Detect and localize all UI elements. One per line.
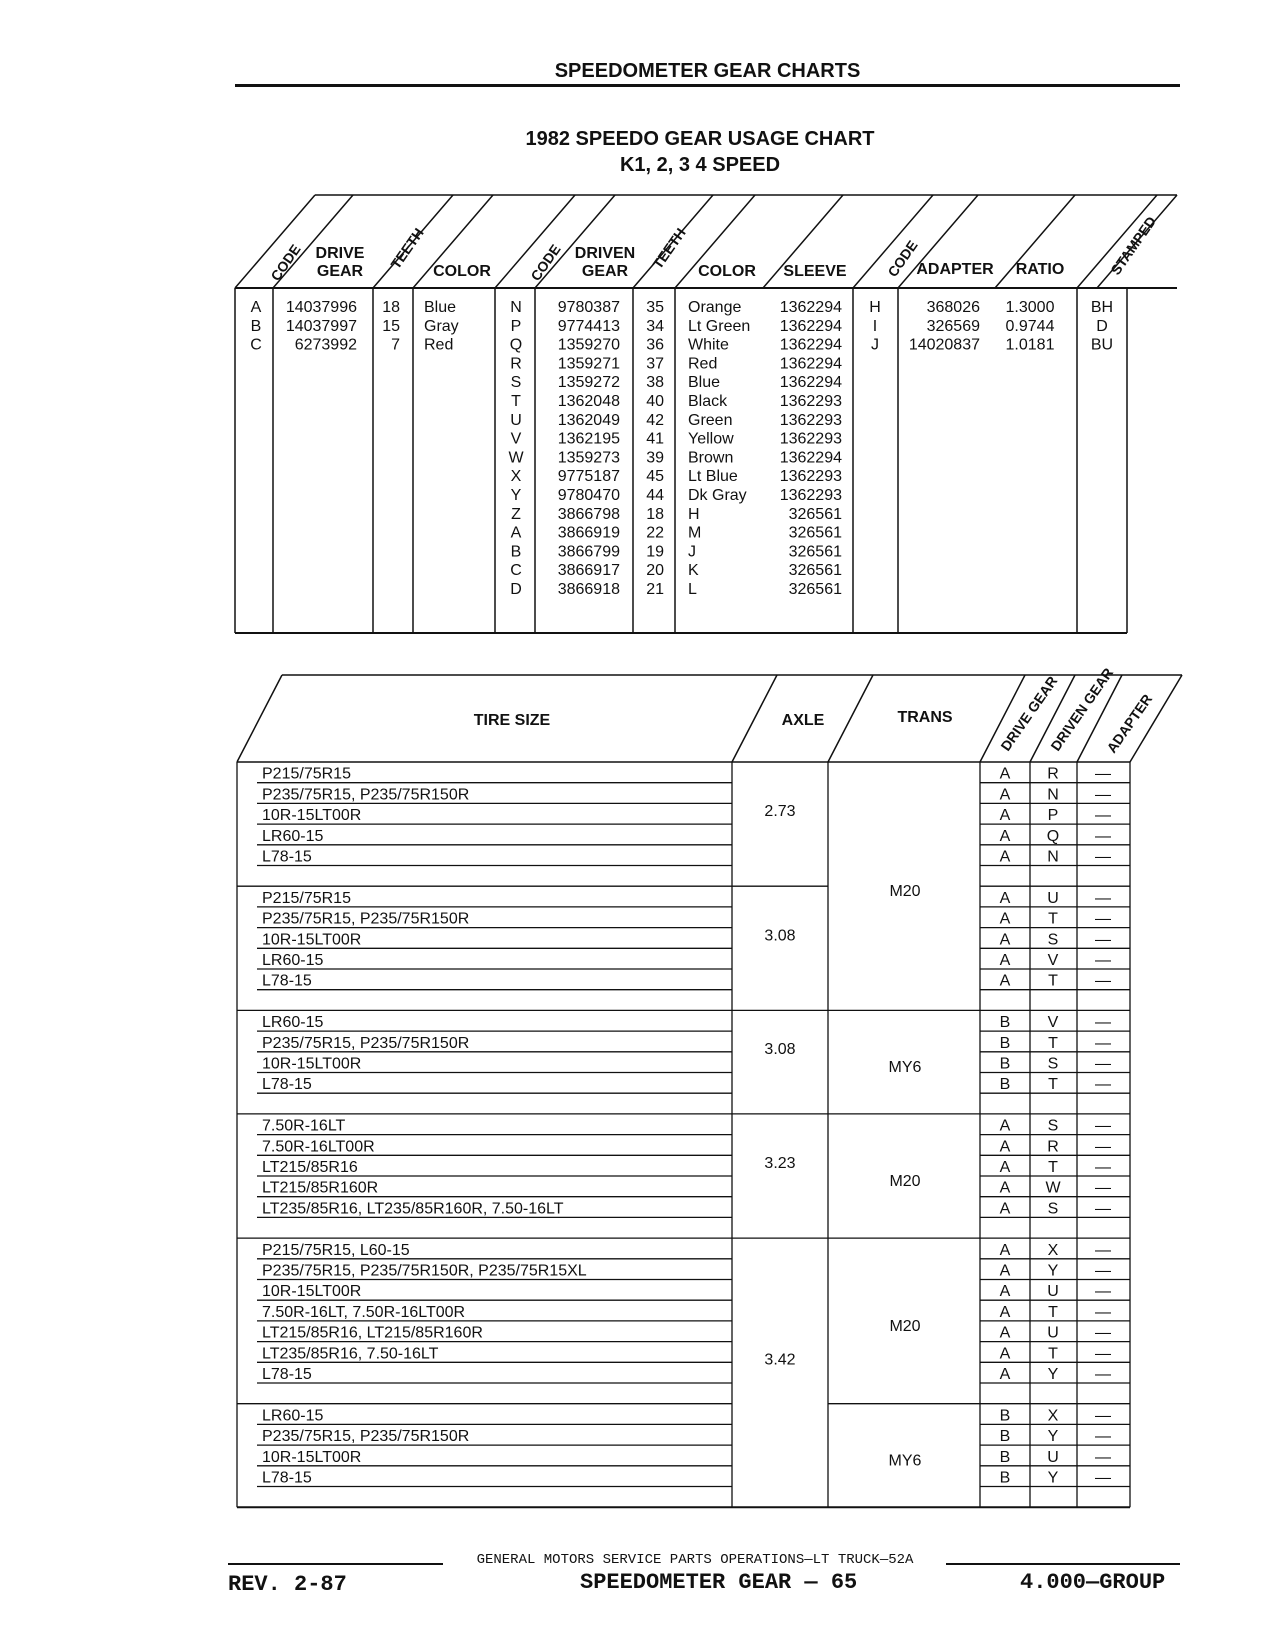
adapter-cell: — xyxy=(1095,1366,1111,1383)
sleeve-part: 1362294 xyxy=(779,355,842,373)
drive-code: A xyxy=(250,299,262,316)
footer-rule-right xyxy=(946,1563,1180,1565)
sleeve-part: 1362294 xyxy=(779,336,842,354)
driven-teeth: 21 xyxy=(646,581,664,598)
drive-gear-cell: B xyxy=(999,1076,1011,1094)
adapter-cell: — xyxy=(1095,1345,1111,1363)
driven-gear-part: 3866798 xyxy=(557,505,620,523)
driven-gear-part: 9780470 xyxy=(557,487,620,504)
driven-teeth: 34 xyxy=(646,317,664,335)
adapter-cell: — xyxy=(1095,848,1111,866)
adapter-cell: — xyxy=(1095,889,1111,907)
adapter-part: 14020837 xyxy=(908,336,980,354)
driven-gear-part: 1359270 xyxy=(557,336,620,354)
tire-size-cell: LR60-15 xyxy=(262,1407,324,1425)
tire-size-cell: 10R-15LT00R xyxy=(262,1055,362,1073)
driven-gear-cell: R xyxy=(1047,1138,1059,1156)
col-adapter-code: ADAPTER xyxy=(1103,691,1156,756)
adapter-part: 368026 xyxy=(926,299,980,316)
ratio: 1.0181 xyxy=(1005,336,1055,354)
drive-gear-part: 6273992 xyxy=(294,336,357,354)
driven-color: Yellow xyxy=(688,430,734,448)
driven-code: S xyxy=(510,374,522,392)
sleeve-part: 1362293 xyxy=(779,430,842,448)
adapter-part: 326569 xyxy=(926,317,980,335)
sleeve-part: 326561 xyxy=(788,524,842,542)
col-trans: TRANS xyxy=(897,709,953,726)
chart-subtitle: K1, 2, 3 4 SPEED xyxy=(619,154,781,176)
drive-gear-cell: A xyxy=(999,1262,1011,1280)
col-color-1: COLOR xyxy=(433,263,491,280)
drive-gear-cell: A xyxy=(999,1303,1011,1321)
adapter-cell: — xyxy=(1095,1324,1111,1342)
drive-gear-cell: A xyxy=(999,1117,1011,1135)
drive-gear-cell: A xyxy=(999,931,1011,949)
sleeve-part: 326561 xyxy=(788,581,842,598)
driven-color: Green xyxy=(688,411,733,429)
driven-color: Brown xyxy=(688,449,734,467)
driven-gear-cell: V xyxy=(1047,1014,1059,1032)
drive-teeth: 15 xyxy=(382,317,400,335)
tire-size-table xyxy=(0,640,1280,1540)
adapter-cell: — xyxy=(1095,1303,1111,1321)
col-driven-gear-1: DRIVEN xyxy=(574,245,636,262)
driven-teeth: 36 xyxy=(646,336,664,354)
tire-size-cell: 7.50R-16LT00R xyxy=(262,1138,375,1156)
adapter-cell: — xyxy=(1095,1034,1111,1052)
adapter-code: I xyxy=(872,317,878,335)
driven-color: Black xyxy=(688,393,728,410)
col-stamped: STAMPED xyxy=(1107,213,1160,278)
driven-gear-cell: T xyxy=(1048,972,1058,990)
drive-teeth: 18 xyxy=(382,299,400,316)
col-color-2: COLOR xyxy=(698,263,756,280)
driven-code: D xyxy=(510,581,522,598)
col-teeth-1: TEETH xyxy=(387,224,427,272)
trans-cell: M20 xyxy=(889,883,921,901)
driven-gear-cell: P xyxy=(1047,807,1059,825)
col-drive-gear: DRIVE GEAR xyxy=(997,673,1061,754)
driven-gear-cell: Q xyxy=(1046,827,1060,845)
drive-gear-cell: A xyxy=(999,910,1011,928)
driven-color: Orange xyxy=(688,299,742,316)
drive-gear-cell: A xyxy=(999,1241,1011,1259)
driven-teeth: 39 xyxy=(646,449,664,467)
driven-gear-cell: S xyxy=(1047,1117,1059,1135)
adapter-cell: — xyxy=(1095,1407,1111,1425)
driven-gear-cell: W xyxy=(1045,1179,1061,1197)
driven-gear-part: 1362049 xyxy=(557,411,620,429)
tire-size-cell: L78-15 xyxy=(262,1366,312,1383)
page-title: SPEEDOMETER GEAR CHARTS xyxy=(554,60,861,82)
tire-size-cell: L78-15 xyxy=(262,848,312,866)
driven-gear-cell: T xyxy=(1048,1076,1058,1094)
adapter-cell: — xyxy=(1095,1428,1111,1446)
col-sleeve: SLEEVE xyxy=(783,263,847,280)
driven-code: Z xyxy=(511,505,521,523)
trans-cell: M20 xyxy=(889,1317,921,1335)
tire-size-cell: LT215/85R160R xyxy=(262,1179,379,1197)
tire-size-cell: 7.50R-16LT, 7.50R-16LT00R xyxy=(262,1303,466,1321)
driven-code: V xyxy=(510,430,522,448)
drive-color: Gray xyxy=(424,317,459,335)
tire-size-cell: LT235/85R16, 7.50-16LT xyxy=(262,1345,439,1363)
trans-cell: MY6 xyxy=(888,1452,922,1470)
footer-title: SPEEDOMETER GEAR — 65 xyxy=(580,1570,858,1595)
sleeve-part: 1362294 xyxy=(779,449,842,467)
tire-size-cell: 10R-15LT00R xyxy=(262,807,362,825)
driven-teeth: 40 xyxy=(646,393,664,410)
tire-size-cell: P235/75R15, P235/75R150R xyxy=(262,1034,470,1052)
driven-gear-cell: N xyxy=(1047,786,1059,804)
adapter-cell: — xyxy=(1095,910,1111,928)
driven-color: M xyxy=(688,524,702,542)
driven-teeth: 37 xyxy=(646,355,664,373)
tire-size-cell: 10R-15LT00R xyxy=(262,1283,362,1301)
drive-gear-part: 14037996 xyxy=(285,299,357,316)
driven-gear-part: 1359272 xyxy=(557,374,620,392)
drive-gear-cell: A xyxy=(999,765,1011,783)
drive-gear-cell: B xyxy=(999,1055,1011,1073)
adapter-cell: — xyxy=(1095,1179,1111,1197)
driven-color: Blue xyxy=(688,374,721,392)
driven-teeth: 45 xyxy=(646,468,664,486)
driven-gear-part: 1362048 xyxy=(557,393,620,410)
drive-code: B xyxy=(250,317,262,335)
adapter-code: J xyxy=(871,336,879,354)
adapter-cell: — xyxy=(1095,931,1111,949)
axle-cell: 3.42 xyxy=(764,1351,796,1369)
stamped: BH xyxy=(1090,299,1114,316)
drive-gear-cell: A xyxy=(999,972,1011,990)
adapter-cell: — xyxy=(1095,807,1111,825)
driven-teeth: 44 xyxy=(646,487,664,504)
chart-title: 1982 SPEEDO GEAR USAGE CHART xyxy=(525,128,875,150)
driven-gear-part: 9774413 xyxy=(557,317,620,335)
tire-size-cell: LR60-15 xyxy=(262,827,324,845)
drive-gear-cell: A xyxy=(999,848,1011,866)
driven-teeth: 18 xyxy=(646,505,664,523)
driven-gear-part: 1362195 xyxy=(557,430,620,448)
drive-gear-cell: B xyxy=(999,1014,1011,1032)
adapter-cell: — xyxy=(1095,1200,1111,1218)
drive-gear-cell: A xyxy=(999,1138,1011,1156)
col-drive-gear-1: DRIVE xyxy=(315,245,365,262)
driven-code: X xyxy=(510,468,522,486)
trans-cell: M20 xyxy=(889,1173,921,1190)
driven-color: Red xyxy=(688,355,718,373)
col-code-1: CODE xyxy=(267,241,304,284)
col-tire-size: TIRE SIZE xyxy=(473,712,551,729)
driven-gear-cell: S xyxy=(1047,1055,1059,1073)
driven-gear-cell: T xyxy=(1048,1034,1058,1052)
driven-code: P xyxy=(510,317,522,335)
footer-line: GENERAL MOTORS SERVICE PARTS OPERATIONS—LT TRUCK—52A xyxy=(476,1552,914,1568)
sleeve-part: 326561 xyxy=(788,562,842,580)
col-code-3: CODE xyxy=(884,237,921,280)
adapter-cell: — xyxy=(1095,1055,1111,1073)
col-driven-gear: DRIVEN GEAR xyxy=(1047,664,1117,754)
driven-gear-cell: U xyxy=(1047,1283,1059,1301)
axle-cell: 3.23 xyxy=(764,1155,796,1172)
driven-code: A xyxy=(510,524,522,542)
driven-gear-part: 3866799 xyxy=(557,543,620,561)
col-drive-gear-2: GEAR xyxy=(316,263,364,280)
adapter-cell: — xyxy=(1095,1241,1111,1259)
adapter-code: H xyxy=(869,299,881,316)
driven-gear-cell: U xyxy=(1047,1324,1059,1342)
drive-gear-cell: A xyxy=(999,1366,1011,1383)
driven-color: Lt Blue xyxy=(688,468,738,486)
driven-gear-part: 3866918 xyxy=(557,581,620,598)
driven-code: N xyxy=(510,299,522,316)
driven-color: L xyxy=(688,581,697,598)
sleeve-part: 1362293 xyxy=(779,487,842,504)
adapter-cell: — xyxy=(1095,765,1111,783)
sleeve-part: 326561 xyxy=(788,543,842,561)
tire-size-cell: P235/75R15, P235/75R150R xyxy=(262,910,470,928)
drive-gear-cell: B xyxy=(999,1469,1011,1487)
driven-gear-part: 3866919 xyxy=(557,524,620,542)
tire-table-rows xyxy=(237,762,1130,1507)
axle-cell: 3.08 xyxy=(764,1041,796,1059)
driven-code: W xyxy=(508,449,524,467)
sleeve-part: 1362294 xyxy=(779,299,842,316)
drive-gear-cell: A xyxy=(999,1200,1011,1218)
driven-code: C xyxy=(510,562,522,580)
ratio: 1.3000 xyxy=(1005,299,1055,316)
driven-code: U xyxy=(510,411,522,429)
tire-size-cell: LR60-15 xyxy=(262,1014,324,1032)
adapter-cell: — xyxy=(1095,786,1111,804)
tire-size-cell: L78-15 xyxy=(262,1076,312,1094)
driven-color: K xyxy=(688,562,699,580)
drive-gear-part: 14037997 xyxy=(285,317,357,335)
tire-size-cell: LT215/85R16, LT215/85R160R xyxy=(262,1324,483,1342)
gear-usage-chart xyxy=(0,0,1280,640)
tire-size-cell: P235/75R15, P235/75R150R, P235/75R15XL xyxy=(262,1262,587,1280)
driven-gear-cell: T xyxy=(1048,910,1058,928)
driven-gear-cell: Y xyxy=(1047,1262,1059,1280)
driven-code: T xyxy=(511,393,521,410)
tire-table-grid xyxy=(237,762,1130,1507)
adapter-cell: — xyxy=(1095,1014,1111,1032)
driven-teeth: 41 xyxy=(646,430,664,448)
tire-size-cell: P235/75R15, P235/75R150R xyxy=(262,1428,470,1446)
driven-color: H xyxy=(688,505,700,523)
driven-gear-cell: T xyxy=(1048,1345,1058,1363)
tire-size-cell: 7.50R-16LT xyxy=(262,1117,346,1135)
tire-size-cell: 10R-15LT00R xyxy=(262,1448,362,1466)
driven-gear-part: 9780387 xyxy=(557,299,620,316)
axle-cell: 3.08 xyxy=(764,927,796,945)
tire-size-cell: LR60-15 xyxy=(262,952,324,969)
sleeve-part: 1362293 xyxy=(779,411,842,429)
driven-gear-cell: S xyxy=(1047,1200,1059,1218)
group-number: 4.000—GROUP xyxy=(1020,1570,1166,1595)
adapter-cell: — xyxy=(1095,827,1111,845)
tire-size-cell: P215/75R15 xyxy=(262,765,351,783)
driven-gear-cell: S xyxy=(1047,931,1059,949)
driven-code: Q xyxy=(509,336,523,354)
tire-size-cell: P235/75R15, P235/75R150R xyxy=(262,786,470,804)
drive-teeth: 7 xyxy=(391,336,400,354)
sleeve-part: 1362294 xyxy=(779,317,842,335)
driven-teeth: 20 xyxy=(646,562,664,580)
adapter-cell: — xyxy=(1095,1138,1111,1156)
drive-code: C xyxy=(250,336,262,354)
sleeve-part: 1362293 xyxy=(779,393,842,410)
adapter-cell: — xyxy=(1095,952,1111,969)
driven-gear-cell: T xyxy=(1048,1303,1058,1321)
driven-gear-cell: V xyxy=(1047,952,1059,969)
tire-size-cell: LT235/85R16, LT235/85R160R, 7.50-16LT xyxy=(262,1200,564,1218)
trans-cell: MY6 xyxy=(888,1059,922,1077)
driven-gear-cell: T xyxy=(1048,1159,1058,1176)
drive-gear-cell: B xyxy=(999,1407,1011,1425)
drive-color: Red xyxy=(424,336,454,354)
adapter-cell: — xyxy=(1095,1117,1111,1135)
driven-teeth: 22 xyxy=(646,524,664,542)
driven-color: White xyxy=(688,336,729,354)
driven-gear-part: 9775187 xyxy=(557,468,620,486)
axle-cell: 2.73 xyxy=(764,803,796,821)
driven-code: Y xyxy=(510,487,522,504)
driven-gear-part: 1359273 xyxy=(557,449,620,467)
col-code-2: CODE xyxy=(527,241,564,284)
drive-gear-cell: A xyxy=(999,1179,1011,1197)
col-ratio: RATIO xyxy=(1015,261,1065,278)
footer-rule-left xyxy=(228,1563,443,1565)
drive-gear-cell: A xyxy=(999,1283,1011,1301)
drive-gear-cell: A xyxy=(999,827,1011,845)
tire-size-cell: 10R-15LT00R xyxy=(262,931,362,949)
sleeve-part: 326561 xyxy=(788,505,842,523)
driven-gear-cell: U xyxy=(1047,1448,1059,1466)
drive-gear-cell: A xyxy=(999,786,1011,804)
col-adapter: ADAPTER xyxy=(916,261,994,278)
drive-gear-cell: A xyxy=(999,1159,1011,1176)
drive-gear-cell: B xyxy=(999,1428,1011,1446)
driven-gear-cell: Y xyxy=(1047,1366,1059,1383)
driven-color: Lt Green xyxy=(688,317,751,335)
drive-gear-cell: A xyxy=(999,1324,1011,1342)
tire-size-cell: P215/75R15, L60-15 xyxy=(262,1241,410,1259)
sleeve-part: 1362293 xyxy=(779,468,842,486)
adapter-cell: — xyxy=(1095,1262,1111,1280)
stamped: BU xyxy=(1090,336,1114,354)
stamped: D xyxy=(1096,317,1108,335)
driven-color: Dk Gray xyxy=(688,487,747,504)
drive-gear-cell: A xyxy=(999,1345,1011,1363)
driven-gear-part: 3866917 xyxy=(557,562,620,580)
driven-gear-cell: R xyxy=(1047,765,1059,783)
driven-gear-cell: X xyxy=(1047,1241,1059,1259)
tire-size-cell: L78-15 xyxy=(262,972,312,990)
drive-gear-cell: A xyxy=(999,807,1011,825)
driven-code: B xyxy=(510,543,522,561)
drive-color: Blue xyxy=(424,299,457,316)
sleeve-part: 1362294 xyxy=(779,374,842,392)
adapter-cell: — xyxy=(1095,1159,1111,1176)
drive-gear-cell: B xyxy=(999,1034,1011,1052)
adapter-cell: — xyxy=(1095,1076,1111,1094)
driven-gear-cell: X xyxy=(1047,1407,1059,1425)
adapter-cell: — xyxy=(1095,1469,1111,1487)
driven-teeth: 19 xyxy=(646,543,664,561)
driven-code: R xyxy=(510,355,522,373)
driven-teeth: 38 xyxy=(646,374,664,392)
driven-gear-cell: N xyxy=(1047,848,1059,866)
driven-gear-cell: Y xyxy=(1047,1428,1059,1446)
tire-size-cell: P215/75R15 xyxy=(262,889,351,907)
driven-gear-cell: U xyxy=(1047,889,1059,907)
revision: REV. 2-87 xyxy=(228,1572,347,1597)
driven-gear-cell: Y xyxy=(1047,1469,1059,1487)
adapter-cell: — xyxy=(1095,972,1111,990)
gear-chart-rows xyxy=(250,299,1113,598)
adapter-cell: — xyxy=(1095,1448,1111,1466)
tire-size-cell: L78-15 xyxy=(262,1469,312,1487)
driven-teeth: 35 xyxy=(646,299,664,316)
drive-gear-cell: A xyxy=(999,889,1011,907)
drive-gear-cell: A xyxy=(999,952,1011,969)
col-driven-gear-2: GEAR xyxy=(581,263,629,280)
tire-size-cell: LT215/85R16 xyxy=(262,1159,358,1176)
col-axle: AXLE xyxy=(781,712,825,729)
driven-teeth: 42 xyxy=(646,411,664,429)
drive-gear-cell: B xyxy=(999,1448,1011,1466)
col-teeth-2: TEETH xyxy=(649,224,689,272)
ratio: 0.9744 xyxy=(1005,317,1055,335)
adapter-cell: — xyxy=(1095,1283,1111,1301)
driven-gear-part: 1359271 xyxy=(557,355,620,373)
driven-color: J xyxy=(688,543,696,561)
